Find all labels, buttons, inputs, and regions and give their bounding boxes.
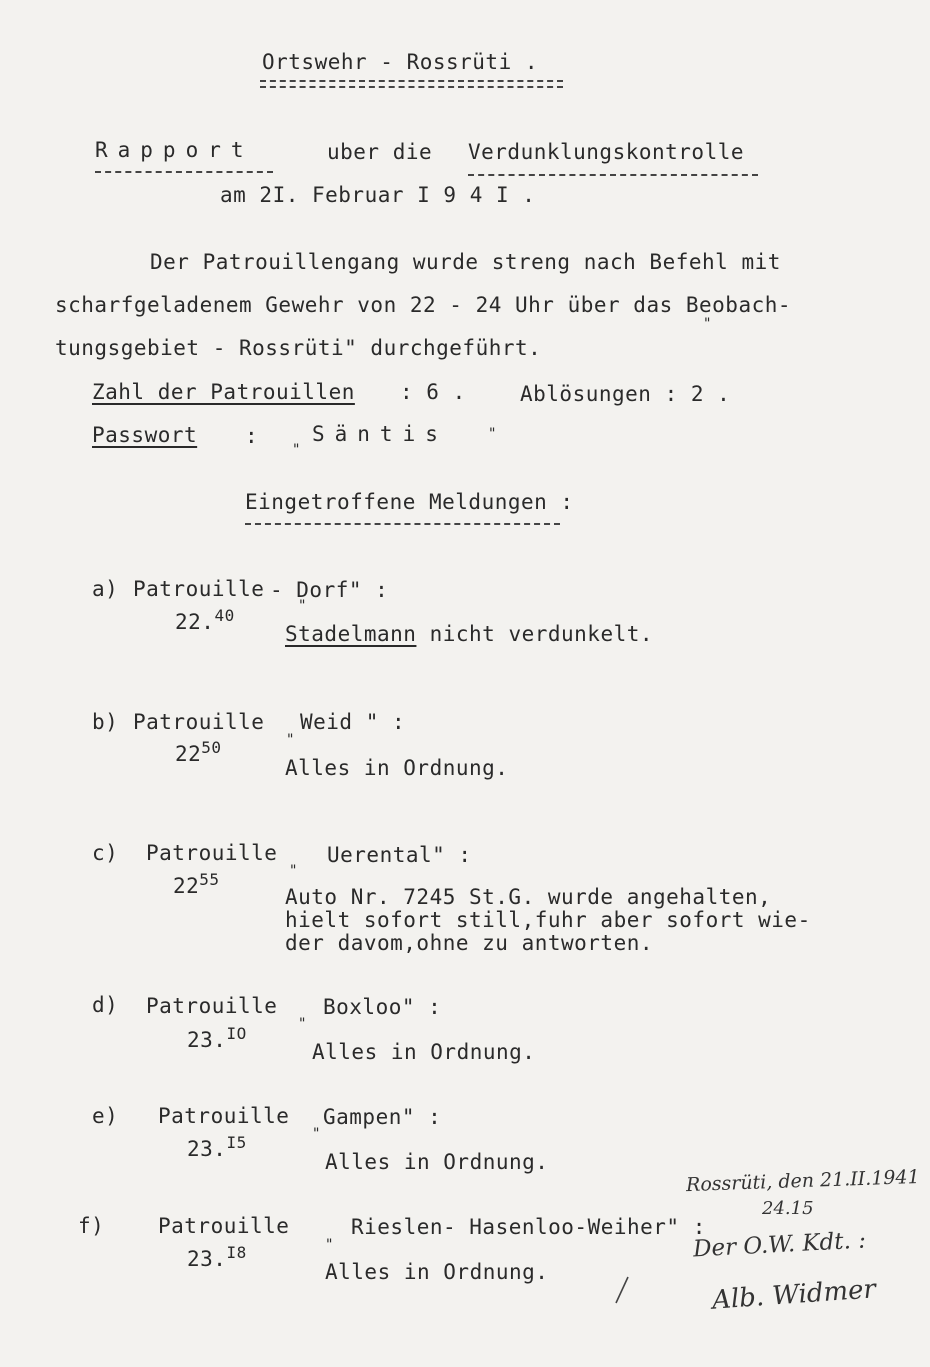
ditto-mark: " [703, 316, 712, 332]
password-label: Passwort [92, 423, 198, 447]
report-a-text: Stadelmann nicht verdunkelt. [285, 622, 654, 646]
report-f-text: Alles in Ordnung. [325, 1260, 549, 1284]
report-c-text-2: hielt sofort still,fuhr aber sofort wie- [285, 908, 811, 932]
report-word: Rapport [95, 138, 254, 162]
report-c-time: $22^{55}$ [173, 870, 220, 898]
body-line-3: tungsgebiet - Rossrüti" durchgeführt. [55, 336, 542, 360]
report-e-text: Alles in Ordnung. [325, 1150, 549, 1174]
reports-heading: Eingetroffene Meldungen : [245, 490, 574, 514]
ditto-mark: " [298, 598, 307, 614]
report-f-time: 23.$^{I8}$ [187, 1243, 247, 1271]
report-b-letter: b) [92, 710, 119, 734]
report-a-time: 22.40 [175, 606, 235, 634]
report-a-label: Patrouille [133, 577, 265, 601]
report-d-time: 23.$^{IO}$ [187, 1024, 247, 1052]
handwritten-time: 24.15 [762, 1198, 814, 1219]
pen-stroke-mark [610, 1275, 634, 1305]
report-f-letter: f) [78, 1214, 105, 1238]
report-c-text-1: Auto Nr. 7245 St.G. wurde angehalten, [285, 885, 772, 909]
opening-quote: " [292, 442, 301, 458]
report-a-letter: a) [92, 577, 119, 601]
report-c-label: Patrouille [146, 841, 278, 865]
handwritten-place-date: Rossrüti, den 21.II.1941 [685, 1165, 920, 1197]
report-subject-underline [468, 174, 758, 176]
patrols-label: Zahl der Patrouillen [92, 380, 355, 404]
report-b-label: Patrouille [133, 710, 265, 734]
report-mid: uber die [327, 140, 433, 164]
report-e-label: Patrouille [158, 1104, 290, 1128]
report-word-underline [95, 171, 273, 173]
report-e-time: 23.$^{I5}$ [187, 1133, 247, 1161]
date-line: am 2I. Februar I 9 4 I . [220, 183, 536, 207]
handwritten-signature: Alb. Widmer [711, 1274, 877, 1316]
report-b-name: Weid " : [300, 710, 406, 734]
title-double-underline [260, 80, 563, 88]
password-colon: : [245, 424, 259, 448]
report-d-text: Alles in Ordnung. [312, 1040, 536, 1064]
report-e-letter: e) [92, 1104, 119, 1128]
patrols-value: : 6 . [400, 380, 466, 404]
ditto-mark: " [312, 1126, 321, 1142]
report-b-text: Alles in Ordnung. [285, 756, 509, 780]
report-c-text-3: der davom,ohne zu antworten. [285, 931, 654, 955]
handwritten-role: Der O.W. Kdt. : [692, 1227, 867, 1263]
report-c-name: Uerental" : [327, 843, 472, 867]
ditto-mark: " [298, 1016, 307, 1032]
report-subject: Verdunklungskontrolle [468, 140, 745, 164]
report-f-name: Rieslen- Hasenloo-Weiher" : [351, 1215, 706, 1239]
report-b-time: $22^{50}$ [175, 738, 222, 766]
report-d-label: Patrouille [146, 994, 278, 1018]
password-value: Säntis [312, 422, 448, 446]
report-c-letter: c) [92, 841, 119, 865]
report-d-letter: d) [92, 993, 119, 1017]
closing-quote: " [488, 426, 497, 442]
report-a-name: - Dorf" : [270, 578, 389, 602]
report-f-label: Patrouille [158, 1214, 290, 1238]
reliefs: Ablösungen : 2 . [520, 382, 731, 406]
ditto-mark: " [325, 1237, 334, 1253]
ditto-mark: " [286, 732, 295, 748]
ditto-mark: " [289, 863, 298, 879]
document-title: Ortswehr - Rossrüti . [262, 50, 539, 74]
reports-heading-underline [245, 523, 560, 525]
report-e-name: Gampen" : [323, 1105, 442, 1129]
body-line-1: Der Patrouillengang wurde streng nach Befehl mit [150, 250, 781, 274]
report-d-name: Boxloo" : [323, 995, 442, 1019]
body-line-2: scharfgeladenem Gewehr von 22 - 24 Uhr über das Beobach- [55, 293, 792, 317]
